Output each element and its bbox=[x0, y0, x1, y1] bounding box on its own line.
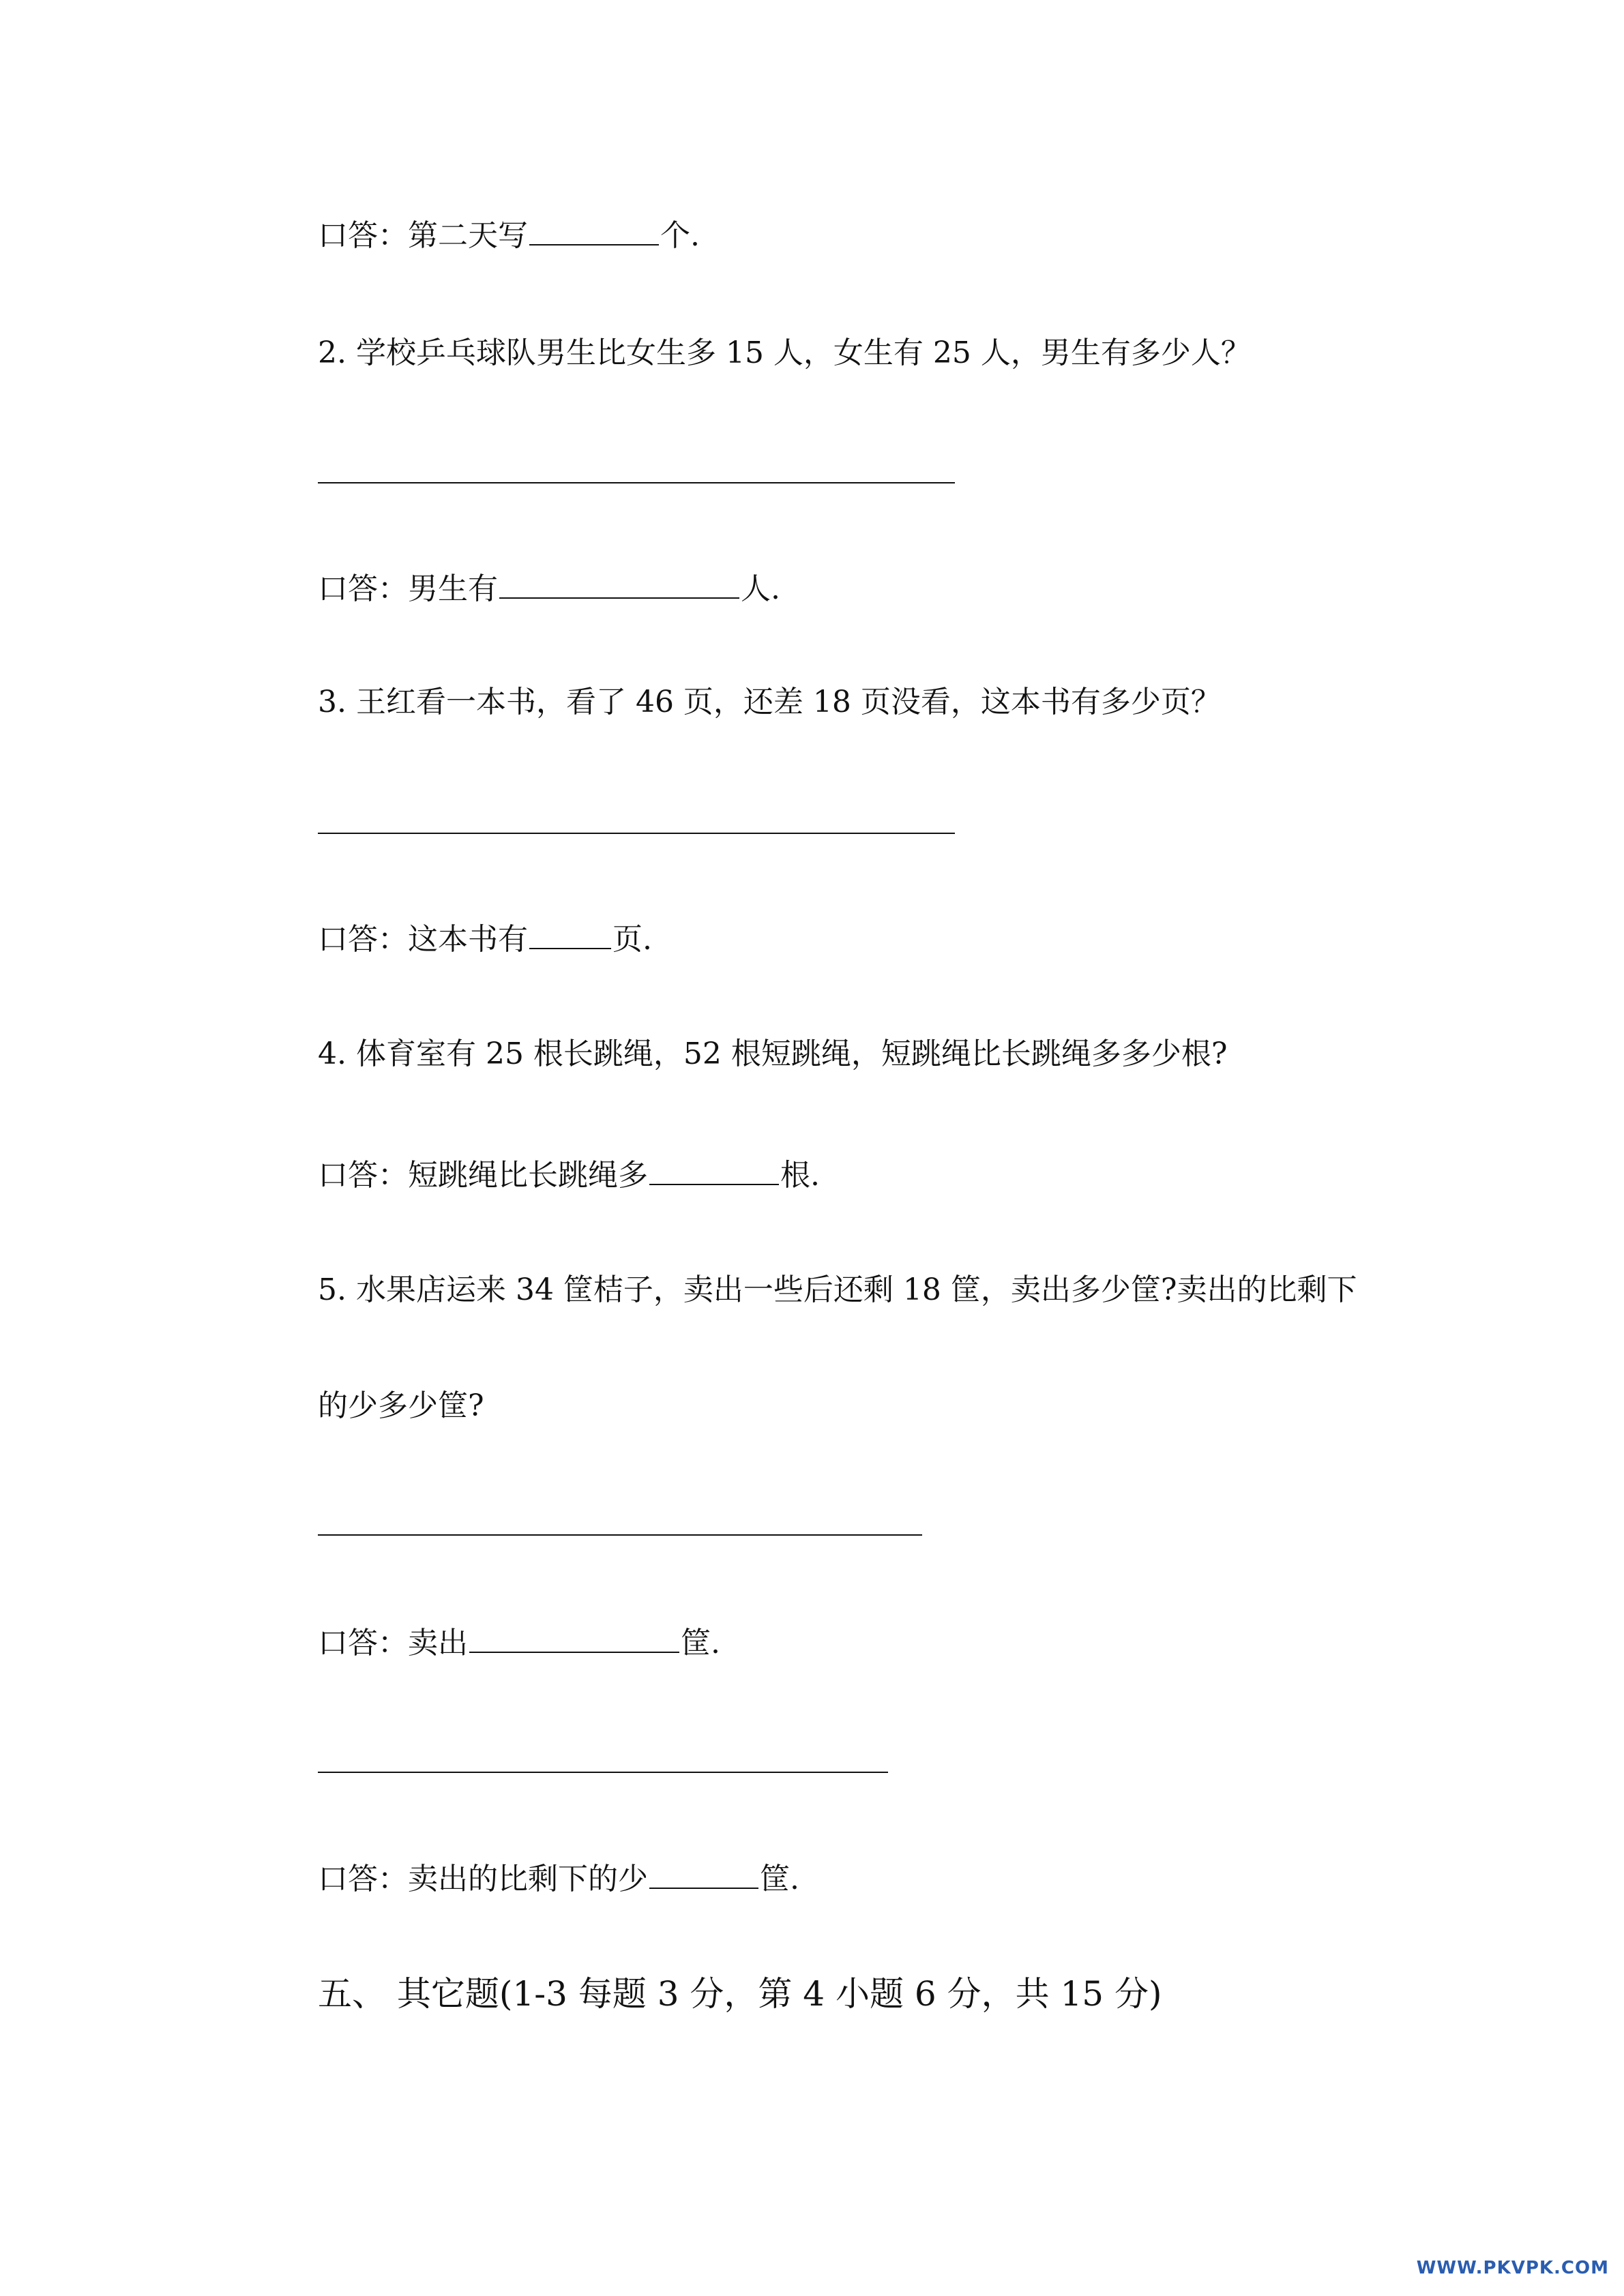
site-watermark: WWW.PKVPK.COM bbox=[1416, 2258, 1609, 2278]
answer-blank[interactable] bbox=[529, 214, 659, 245]
answer-line-2 bbox=[318, 567, 780, 610]
answer-line-3 bbox=[318, 918, 652, 960]
answer-prefix: 口答：卖出的比剩下的少 bbox=[318, 1862, 648, 1896]
answer-prefix: 口答：男生有 bbox=[318, 571, 498, 606]
answer-suffix: 筐. bbox=[681, 1626, 720, 1660]
work-line-2[interactable] bbox=[318, 482, 955, 483]
answer-line-5a bbox=[318, 1622, 720, 1664]
answer-blank[interactable] bbox=[529, 918, 611, 949]
work-line-5b[interactable] bbox=[318, 1772, 888, 1773]
answer-prefix: 口答：第二天写 bbox=[318, 218, 528, 253]
answer-line-5b bbox=[318, 1858, 799, 1900]
answer-line-1 bbox=[318, 214, 700, 256]
question-3: 3. 王红看一本书，看了 46 页，还差 18 页没看，这本书有多少页？ bbox=[318, 685, 1221, 719]
work-line-5a[interactable] bbox=[318, 1534, 922, 1536]
answer-blank[interactable] bbox=[469, 1622, 679, 1653]
answer-prefix: 口答：这本书有 bbox=[318, 922, 528, 957]
question-5-line-1: 5. 水果店运来 34 筐桔子，卖出一些后还剩 18 筐，卖出多少筐?卖出的比剩下 bbox=[318, 1272, 1357, 1307]
answer-prefix: 口答：卖出 bbox=[318, 1626, 468, 1660]
answer-prefix: 口答：短跳绳比长跳绳多 bbox=[318, 1158, 648, 1193]
work-line-3[interactable] bbox=[318, 833, 955, 834]
answer-suffix: 筐. bbox=[760, 1862, 799, 1896]
answer-suffix: 个. bbox=[660, 218, 700, 253]
answer-suffix: 人. bbox=[741, 571, 780, 606]
question-2: 2. 学校乒乓球队男生比女生多 15 人，女生有 25 人，男生有多少人？ bbox=[318, 336, 1251, 370]
answer-blank[interactable] bbox=[649, 1858, 758, 1889]
answer-blank[interactable] bbox=[649, 1154, 779, 1185]
section-heading: 五、 其它题(1-3 每题 3 分，第 4 小题 6 分，共 15 分) bbox=[318, 1974, 1162, 2014]
answer-blank[interactable] bbox=[499, 567, 739, 599]
question-4: 4. 体育室有 25 根长跳绳，52 根短跳绳，短跳绳比长跳绳多多少根? bbox=[318, 1037, 1228, 1071]
answer-suffix: 根. bbox=[780, 1158, 820, 1193]
answer-suffix: 页. bbox=[612, 922, 652, 957]
question-5-line-2: 的少多少筐? bbox=[318, 1388, 484, 1423]
answer-line-4 bbox=[318, 1154, 820, 1196]
